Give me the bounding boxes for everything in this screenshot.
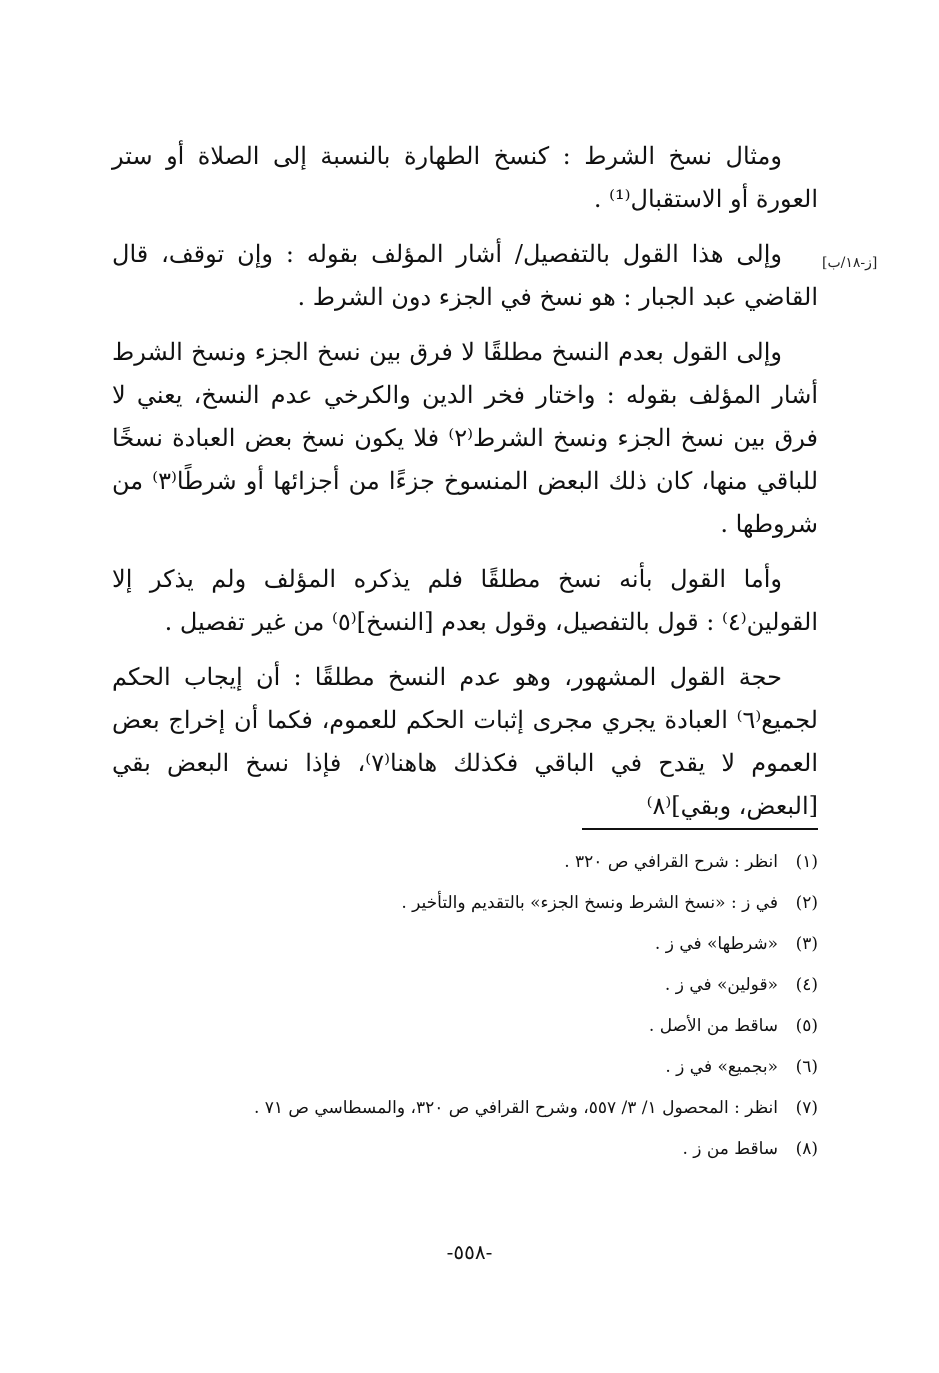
footnote-item bbox=[112, 1047, 818, 1088]
footnote-text: «قولين» في ز . bbox=[664, 975, 778, 995]
footnote-text: ساقط من ز . bbox=[682, 1139, 778, 1159]
footnote-item bbox=[112, 965, 818, 1006]
footnote-number: (٨) bbox=[795, 1139, 818, 1159]
footnote-number: (٤) bbox=[795, 975, 818, 995]
manuscript-margin-note: [ز-١٨/ب] bbox=[822, 255, 878, 271]
paragraph-2: وإلى هذا القول بالتفصيل/ أشار المؤلف بقوله : وإن توقف، قال القاضي عبد الجبار : هو نسخ في الجزء دون الشرط . bbox=[112, 240, 818, 311]
footnote-number: (٧) bbox=[795, 1098, 818, 1118]
footnote-item bbox=[112, 883, 818, 924]
paragraph-5: حجة القول المشهور، وهو عدم النسخ مطلقًا : أن إيجاب الحكم لجميع⁽٦⁾ العبادة يجري مجرى إثبات الحكم للعموم، فكما أن إخراج بعض العموم لا يقدح في الباقي فكذلك هاهنا⁽٧⁾، فإذا نسخ البعض بقي [البعض، وبقي]⁽٨⁾ bbox=[112, 663, 818, 820]
footnote-number: (٥) bbox=[795, 1016, 818, 1036]
footnote-number: (١) bbox=[795, 852, 818, 872]
footnote-text: «بجميع» في ز . bbox=[665, 1057, 778, 1077]
footnote-text: في ز : «نسخ الشرط ونسخ الجزء» بالتقديم والتأخير . bbox=[401, 893, 778, 913]
footnote-divider bbox=[582, 828, 818, 830]
footnote-number: (٢) bbox=[795, 893, 818, 913]
footnote-text: انظر : شرح القرافي ص ٣٢٠ . bbox=[564, 852, 778, 872]
paragraph-3: وإلى القول بعدم النسخ مطلقًا لا فرق بين نسخ الجزء ونسخ الشرط أشار المؤلف بقوله : واختار فخر الدين والكرخي عدم النسخ، يعني لا فرق بين نسخ الجزء ونسخ الشرط⁽٢⁾ فلا يكون نسخ بعض العبادة نسخًا للباقي منها، كان ذلك البعض المنسوخ جزءًا من أجزائها أو شرطًا⁽٣⁾ من شروطها . bbox=[112, 338, 819, 538]
paragraph-1: ومثال نسخ الشرط : كنسخ الطهارة بالنسبة إلى الصلاة أو ستر العورة أو الاستقبال⁽¹⁾ . bbox=[112, 142, 818, 213]
footnote-text: انظر : المحصول ١/ ٣/ ٥٥٧، وشرح القرافي ص ٣٢٠، والمسطاسي ص ٧١ . bbox=[253, 1098, 778, 1118]
footnote-item bbox=[112, 1006, 818, 1047]
main-text bbox=[112, 135, 818, 840]
footnote-number: (٣) bbox=[795, 934, 818, 954]
page-number: -٥٥٨- bbox=[446, 1240, 493, 1264]
footnote-item bbox=[112, 1129, 818, 1170]
footnote-item bbox=[112, 1088, 818, 1129]
footnote-item bbox=[112, 924, 818, 965]
footnotes bbox=[112, 842, 818, 1170]
footnote-number: (٦) bbox=[795, 1057, 818, 1077]
footnote-item bbox=[112, 842, 818, 883]
footnote-text: ساقط من الأصل . bbox=[648, 1016, 778, 1036]
paragraph-4: وأما القول بأنه نسخ مطلقًا فلم يذكره المؤلف ولم يذكر إلا القولين⁽٤⁾ : قول بالتفصيل، وقول بعدم [النسخ]⁽٥⁾ من غير تفصيل . bbox=[112, 565, 818, 636]
footnote-text: «شرطها» في ز . bbox=[654, 934, 778, 954]
